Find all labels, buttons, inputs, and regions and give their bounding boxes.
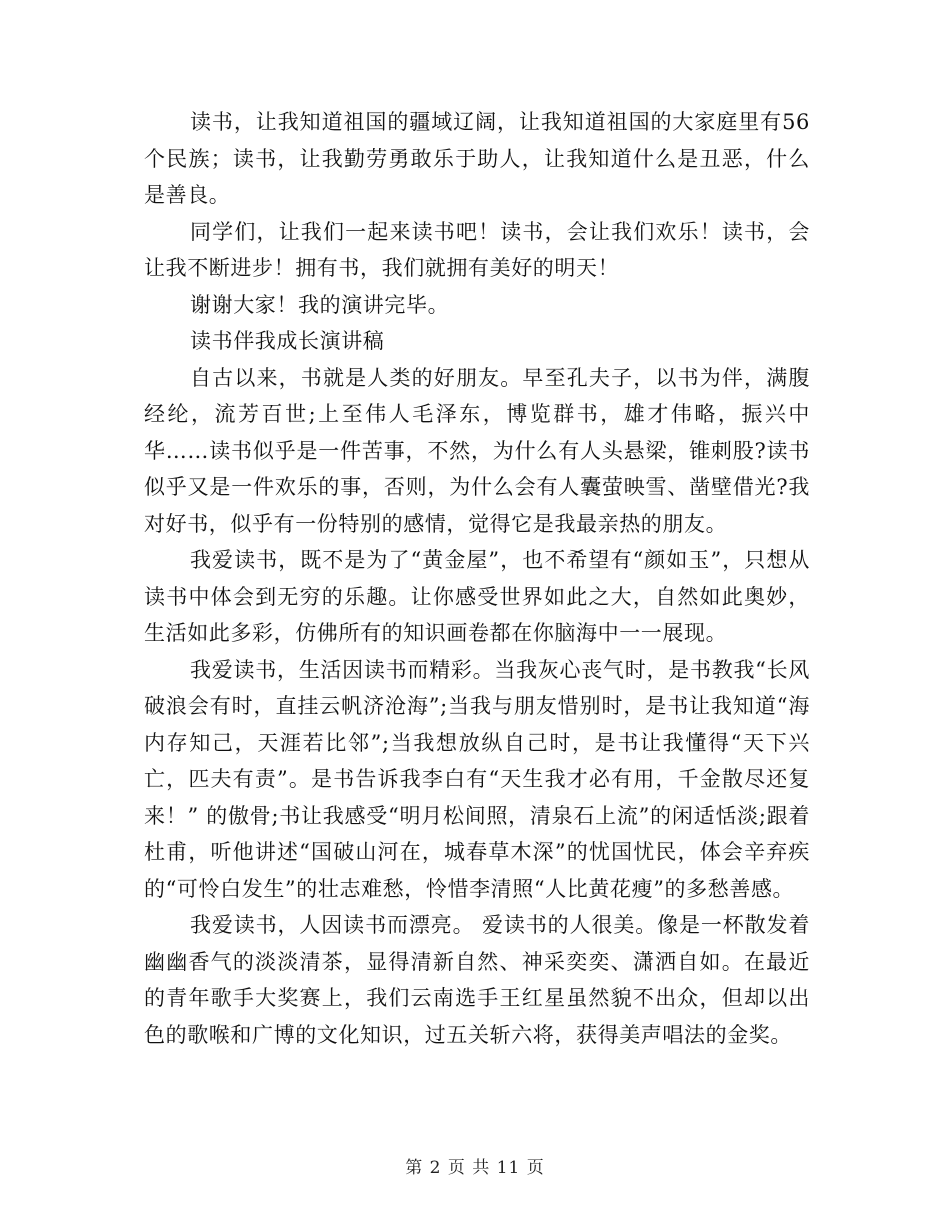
- paragraph-5: 自古以来，书就是人类的好朋友。早至孔夫子，以书为伴，满腹经纶，流芳百世;上至伟人毛泽东，博览群书，雄才伟略，振兴中华……读书似乎是一件苦事，不然，为什么有人头悬梁，锥刺股?读书似乎又是一件欢乐的事，否则，为什么会有人囊萤映雪、凿壁借光?我对好书，似乎有一份特别的感情，觉得它是我最亲热的朋友。: [144, 365, 810, 536]
- paragraph-1: 读书，让我知道祖国的疆域辽阔，让我知道祖国的大家庭里有56个民族；读书，让我勤劳勇敢乐于助人，让我知道什么是丑恶，什么是善良。: [144, 110, 810, 207]
- paragraph-7: 我爱读书，生活因读书而精彩。当我灰心丧气时，是书教我“长风破浪会有时，直挂云帆济沧海”;当我与朋友惜别时，是书让我知道“海内存知己，天涯若比邻”;当我想放纵自己时，是书让我懂得“天下兴亡，匹夫有责”。是书告诉我李白有“天生我才必有用，千金散尽还复来！” 的傲骨;书让我感受“明月松间照，清泉石上流”的闲适恬淡;跟着杜甫，听他讲述“国破山河在，城春草木深”的忧国忧民，体会辛弃疾的“可怜白发生”的壮志难愁，怜惜李清照“人比黄花瘦”的多愁善感。: [144, 657, 810, 901]
- document-body: [144, 104, 810, 1053]
- page-number-footer: 第 2 页 共 11 页: [405, 1158, 545, 1178]
- paragraph-8: 我爱读书，人因读书而漂亮。 爱读书的人很美。像是一杯散发着幽幽香气的淡淡清茶，显得清新自然、神采奕奕、潇洒自如。在最近的青年歌手大奖赛上，我们云南选手王红星虽然貌不出众，但却以出色的歌喉和广博的文化知识，过五关斩六将，获得美声唱法的金奖。: [144, 913, 810, 1047]
- section-title: 读书伴我成长演讲稿: [190, 329, 385, 353]
- paragraph-2: 同学们，让我们一起来读书吧！读书，会让我们欢乐！读书，会让我不断进步！拥有书，我们就拥有美好的明天！: [144, 219, 810, 280]
- paragraph-3: 谢谢大家！我的演讲完毕。: [190, 292, 450, 317]
- paragraph-6: 我爱读书，既不是为了“黄金屋”，也不希望有“颜如玉”，只想从读书中体会到无穷的乐趣。让你感受世界如此之大，自然如此奥妙，生活如此多彩，仿佛所有的知识画卷都在你脑海中一一展现。: [144, 548, 810, 645]
